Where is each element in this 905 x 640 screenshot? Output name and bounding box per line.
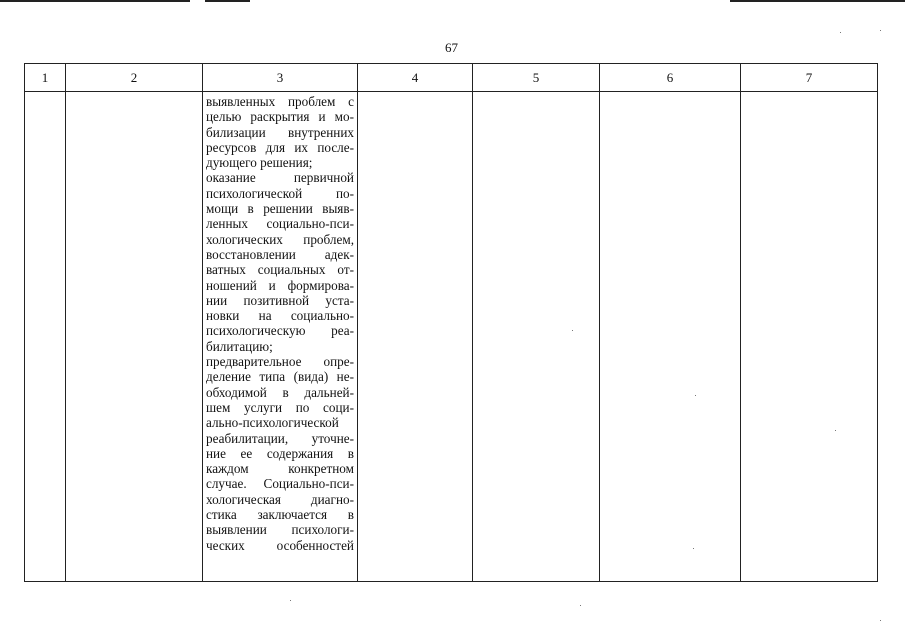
document-table xyxy=(24,63,878,582)
text-line: билизации внутренних xyxy=(206,124,354,140)
scan-speck xyxy=(290,600,291,601)
text-line: хологических проблем, xyxy=(206,231,354,247)
page-number: 67 xyxy=(445,40,458,55)
column-header: 1 xyxy=(25,64,66,92)
text-line: психологической по- xyxy=(206,185,354,201)
text-line: ватных социальных от- xyxy=(206,262,354,278)
scan-speck xyxy=(693,548,694,549)
scan-speck xyxy=(695,395,696,396)
text-line: каждом конкретном xyxy=(206,461,354,477)
text-line: новки на социально- xyxy=(206,308,354,324)
scan-speck xyxy=(880,30,881,31)
column-header: 3 xyxy=(203,64,358,92)
header-row xyxy=(25,64,878,92)
text-line: реабилитации, уточне- xyxy=(206,430,354,446)
text-line: предварительное опре- xyxy=(206,354,354,370)
scan-edge-artifact xyxy=(0,0,905,3)
scan-speck xyxy=(572,330,573,331)
table-cell-col6 xyxy=(600,92,741,582)
text-line: мощи в решении выяв- xyxy=(206,201,354,217)
text-line: ческих особенностей xyxy=(206,537,354,553)
text-line: хологическая диагно- xyxy=(206,491,354,507)
text-line: ленных социально-пси- xyxy=(206,216,354,232)
text-line: обходимой в дальней- xyxy=(206,384,354,400)
table-cell-col5 xyxy=(473,92,600,582)
table-cell-col2 xyxy=(66,92,203,582)
text-line: восстановлении адек- xyxy=(206,246,354,262)
column3-text xyxy=(203,92,357,553)
scan-speck xyxy=(835,430,836,431)
text-line: случае. Социально-пси- xyxy=(206,476,354,492)
table-cell-col7 xyxy=(741,92,878,582)
text-line: выявленных проблем с xyxy=(206,94,354,109)
text-line: ношений и формирова- xyxy=(206,277,354,293)
text-line: психологическую реа- xyxy=(206,323,354,339)
table-cell-col3 xyxy=(203,92,358,582)
table-cell-col4 xyxy=(358,92,473,582)
text-line: нии позитивной уста- xyxy=(206,292,354,308)
text-line: выявлении психологи- xyxy=(206,522,354,538)
table-cell-col1 xyxy=(25,92,66,582)
text-line: оказание первичной xyxy=(206,170,354,186)
column-header: 5 xyxy=(473,64,600,92)
text-line: шем услуги по соци- xyxy=(206,399,354,415)
text-line: билитацию; xyxy=(206,338,273,354)
column-header: 4 xyxy=(358,64,473,92)
scan-speck xyxy=(580,605,581,606)
text-line: ально-психологической xyxy=(206,415,339,431)
text-line: стика заключается в xyxy=(206,507,354,523)
scan-speck xyxy=(840,32,841,33)
column-header: 2 xyxy=(66,64,203,92)
text-line: ние ее содержания в xyxy=(206,445,354,461)
text-line: целью раскрытия и мо- xyxy=(206,109,354,125)
text-line: дующего решения; xyxy=(206,155,313,171)
column-header: 6 xyxy=(600,64,741,92)
table-row xyxy=(25,92,878,582)
scan-speck xyxy=(880,620,881,621)
column-header: 7 xyxy=(741,64,878,92)
text-line: ресурсов для их после- xyxy=(206,139,354,155)
text-line: деление типа (вида) не- xyxy=(206,369,354,385)
